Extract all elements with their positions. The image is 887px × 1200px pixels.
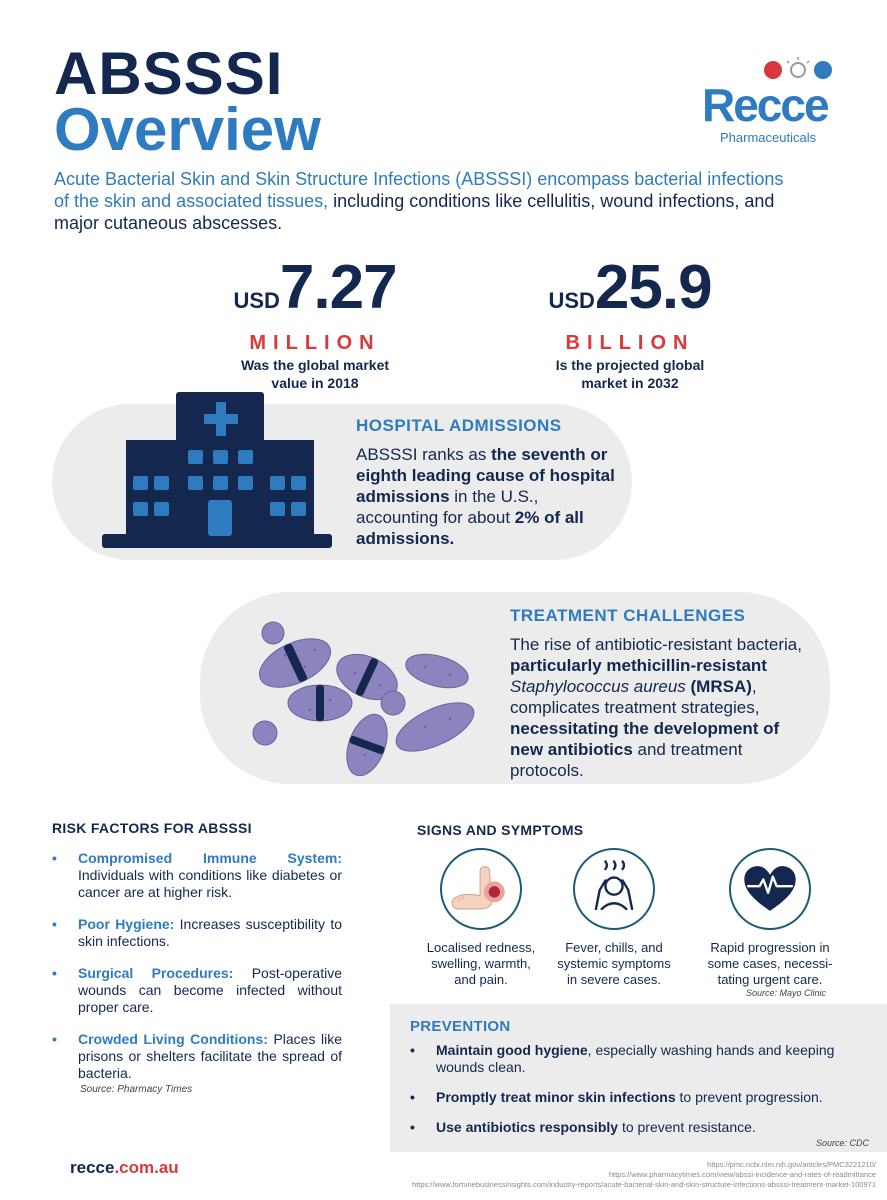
stat-number: 7.27	[279, 253, 397, 322]
stat-number: 25.9	[594, 253, 712, 322]
treatment-paragraph	[510, 634, 810, 781]
reference-link[interactable]: https://www.fortunebusinessinsights.com/industry-reports/acute-bacterial-skin-and-skin-structure-infections-absssi-treatment-market-100971	[412, 1180, 876, 1189]
risk-text: Post-operative wounds can become infected without proper care.	[78, 965, 342, 1015]
symptom-localised	[418, 848, 544, 988]
prevention-bold: Promptly treat minor skin infections	[436, 1089, 676, 1105]
logo-subtitle: Pharmaceuticals	[720, 130, 817, 145]
text-run: and treatment protocols.	[510, 740, 743, 780]
hospital-icon	[100, 392, 335, 552]
logo-wordmark: Recce	[702, 79, 828, 131]
caption-line: tating urgent care.	[717, 972, 823, 987]
risk-label: Compromised Immune System:	[78, 850, 342, 866]
risk-label: Crowded Living Conditions:	[78, 1031, 268, 1047]
hospital-paragraph	[356, 444, 616, 549]
text-run-bold: (MRSA)	[685, 677, 752, 696]
stat-currency: USD	[233, 288, 280, 313]
list-item	[410, 1042, 880, 1076]
site-name: recce	[70, 1158, 115, 1177]
symptom-caption	[556, 940, 672, 988]
heartbeat-icon	[729, 848, 811, 930]
risk-factors-section	[52, 820, 342, 1097]
stat-desc	[520, 356, 740, 392]
stat-desc	[210, 356, 420, 392]
risk-heading: RISK FACTORS FOR ABSSSI	[52, 820, 252, 836]
stat-market-2032	[520, 253, 740, 392]
text-run-bold: 2% of all admissions.	[356, 508, 584, 548]
reference-link[interactable]: https://www.pharmacytimes.com/view/abssi-incidence-and-rates-of-readmittance	[608, 1170, 876, 1179]
bullet: •	[52, 1031, 57, 1047]
reference-link[interactable]: https://pmc.ncbi.nlm.nih.gov/articles/PMC3221210/	[707, 1160, 876, 1169]
risk-text: Increases susceptibility to skin infections.	[78, 916, 342, 949]
symptom-fever	[556, 848, 672, 988]
stat-desc-line: value in 2018	[271, 375, 359, 391]
site-domain: .com.au	[114, 1158, 179, 1177]
stat-currency: USD	[548, 288, 595, 313]
list-item	[52, 1031, 342, 1082]
prevention-bold: Maintain good hygiene	[436, 1042, 588, 1058]
caption-line: Rapid progression in	[710, 940, 830, 955]
hospital-admissions-block	[356, 416, 616, 549]
intro-paragraph	[54, 168, 784, 234]
risk-text: Places like prisons or shelters facilitate the spread of bacteria.	[78, 1031, 342, 1081]
caption-line: systemic symptoms	[557, 956, 671, 971]
stat-unit: BILLION	[565, 332, 695, 354]
symptom-caption	[418, 940, 544, 988]
treatment-challenges-block	[510, 606, 810, 781]
prevention-source: Source: CDC	[816, 1138, 870, 1148]
intro-highlight: Acute Bacterial Skin and Skin Structure Infections (ABSSSI) encompass bacterial infections of the skin and associated tissues,	[54, 169, 784, 211]
text-run: The rise of antibiotic-resistant bacteria,	[510, 635, 802, 654]
risk-list	[52, 850, 342, 1082]
treatment-heading: TREATMENT CHALLENGES	[510, 606, 746, 625]
caption-line: Fever, chills, and	[565, 940, 663, 955]
list-item	[52, 850, 342, 901]
text-run: , complicates treatment strategies,	[510, 677, 760, 717]
recce-logo[interactable]	[700, 52, 835, 152]
title-line-2: Overview	[54, 96, 321, 163]
text-run: in the U.S., accounting for about	[356, 487, 539, 527]
stat-value	[210, 253, 420, 334]
symptom-progression	[700, 848, 840, 988]
prevention-text: to prevent resistance.	[618, 1119, 756, 1135]
signs-heading: SIGNS AND SYMPTOMS	[417, 822, 584, 838]
inflamed-foot-icon	[440, 848, 522, 930]
caption-line: in severe cases.	[567, 972, 661, 987]
list-item	[410, 1119, 880, 1136]
bullet: •	[52, 965, 57, 981]
bacteria-icon	[245, 615, 485, 785]
bullet: •	[410, 1042, 415, 1058]
feverish-person-icon	[573, 848, 655, 930]
bullet: •	[410, 1089, 415, 1105]
bullet: •	[410, 1119, 415, 1135]
stat-value	[520, 253, 740, 334]
prevention-heading: PREVENTION	[410, 1018, 511, 1035]
caption-line: swelling, warmth,	[431, 956, 531, 971]
signs-source: Source: Mayo Clinic	[746, 988, 827, 998]
text-run: ABSSSI ranks as	[356, 445, 492, 464]
stat-market-2018	[210, 253, 420, 392]
prevention-text: to prevent progression.	[675, 1089, 823, 1105]
text-run-bold: particularly methicillin-resistant	[510, 656, 767, 675]
prevention-bold: Use antibiotics responsibly	[436, 1119, 619, 1135]
text-run-bold: the seventh or eighth leading cause of hospital admissions	[356, 445, 615, 506]
prevention-list	[410, 1042, 880, 1149]
prevention-text: , especially washing hands and keeping wounds clean.	[436, 1042, 835, 1075]
caption-line: some cases, necessi-	[707, 956, 833, 971]
risk-source: Source: Pharmacy Times	[80, 1084, 193, 1095]
risk-text: Individuals with conditions like diabetes or cancer are at higher risk.	[78, 867, 342, 900]
title-line-1: ABSSSI	[54, 40, 284, 107]
risk-label: Poor Hygiene:	[78, 916, 175, 932]
hospital-heading: HOSPITAL ADMISSIONS	[356, 416, 562, 435]
stat-desc-line: Is the projected global	[555, 357, 705, 373]
bullet: •	[52, 850, 57, 866]
symptom-caption	[700, 940, 840, 988]
intro-rest: including conditions like cellulitis, wound infections, and major cutaneous abscesses.	[54, 191, 775, 233]
list-item	[52, 965, 342, 1016]
reference-links	[330, 1160, 876, 1190]
stat-unit: MILLION	[249, 332, 381, 354]
list-item	[410, 1089, 880, 1106]
website-link[interactable]	[70, 1158, 179, 1178]
bullet: •	[52, 916, 57, 932]
text-run-bold: necessitating the development of new antibiotics	[510, 719, 780, 759]
caption-line: Localised redness,	[426, 940, 536, 955]
stat-desc-line: market in 2032	[581, 375, 679, 391]
text-run-italic: Staphylococcus aureus	[510, 677, 686, 696]
list-item	[52, 916, 342, 950]
risk-label: Surgical Procedures:	[78, 965, 234, 981]
stat-desc-line: Was the global market	[240, 357, 390, 373]
caption-line: and pain.	[454, 972, 508, 987]
